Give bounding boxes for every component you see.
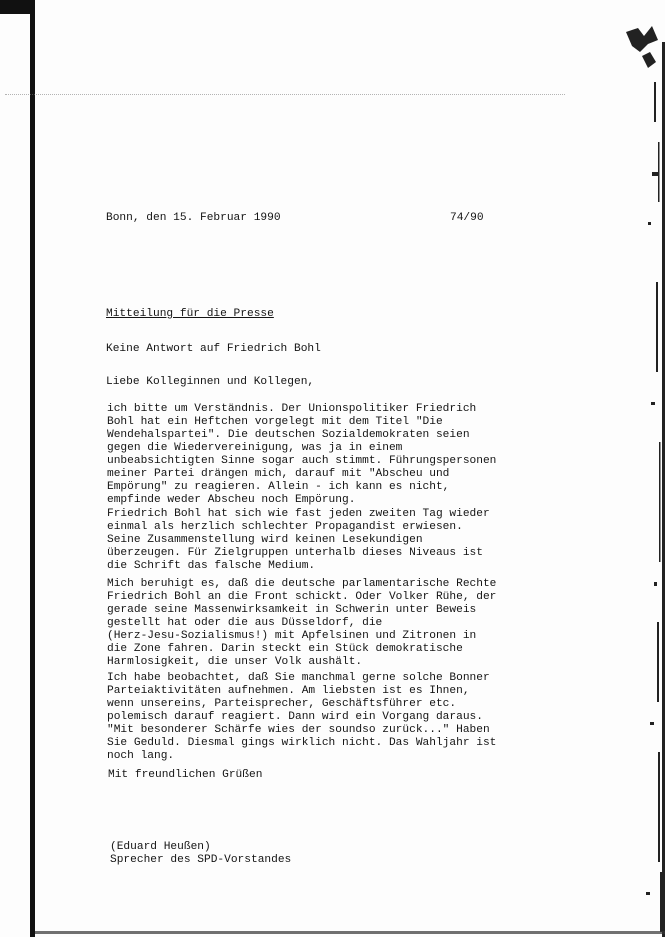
paragraph-line: Bohl hat ein Heftchen vorgelegt mit dem Titel "Die [107, 416, 443, 428]
scan-noise-right [618, 22, 665, 937]
signature-title: Sprecher des SPD-Vorstandes [110, 854, 292, 866]
paragraph-line: die Schrift das falsche Medium. [107, 560, 316, 572]
paragraph-line: Wendehalspartei". Die deutschen Sozialdemokraten seien [107, 429, 470, 441]
closing: Mit freundlichen Grüßen [108, 769, 263, 781]
scan-speck-line [5, 94, 565, 97]
paragraph-line: meiner Partei drängen mich, darauf mit "Abscheu und [107, 468, 450, 480]
press-release-heading: Mitteilung für die Presse [106, 308, 274, 320]
scan-edge-left [30, 0, 35, 937]
paragraph-line: Harmlosigkeit, die unser Volk aushält. [107, 656, 363, 668]
body-paragraph [107, 403, 537, 507]
scan-edge-bottom [35, 931, 665, 934]
subject-line: Keine Antwort auf Friedrich Bohl [106, 343, 321, 355]
paragraph-line: Empörung" zu reagieren. Allein - ich kann es nicht, [107, 481, 450, 493]
paragraph-line: einmal als herzlich schlechter Propagandist erwiesen. [107, 521, 463, 533]
paragraph-line: die Zone fahren. Darin steckt ein Stück demokratische [107, 643, 463, 655]
paragraph-line: ich bitte um Verständnis. Der Unionspolitiker Friedrich [107, 403, 477, 415]
paragraph-line: noch lang. [107, 750, 175, 762]
paragraph-line: Mich beruhigt es, daß die deutsche parlamentarische Rechte [107, 578, 497, 590]
paragraph-line: gerade seine Massenwirksamkeit in Schwerin unter Beweis [107, 604, 477, 616]
paragraph-line: "Mit besonderer Schärfe wies der soundso zurück..." Haben [107, 724, 490, 736]
paragraph-line: Friedrich Bohl an die Front schickt. Oder Volker Rühe, der [107, 591, 497, 603]
place-date: Bonn, den 15. Februar 1990 [106, 212, 281, 224]
paragraph-line: Parteiaktivitäten aufnehmen. Am liebsten ist es Ihnen, [107, 685, 470, 697]
body-paragraph [107, 508, 537, 573]
paragraph-line: (Herz-Jesu-Sozialismus!) mit Apfelsinen und Zitronen in [107, 630, 477, 642]
paragraph-line: Sie Geduld. Diesmal gings wirklich nicht. Das Wahljahr ist [107, 737, 497, 749]
body-paragraph [107, 672, 537, 763]
paragraph-line: gestellt hat oder die aus Düsseldorf, die [107, 617, 383, 629]
paragraph-line: überzeugen. Für Zielgruppen unterhalb dieses Niveaus ist [107, 547, 483, 559]
paragraph-line: gegen die Wiedervereinigung, was ja in einem [107, 442, 403, 454]
paragraph-line: Ich habe beobachtet, daß Sie manchmal gerne solche Bonner [107, 672, 490, 684]
paragraph-line: polemisch darauf reagiert. Dann wird ein Vorgang daraus. [107, 711, 483, 723]
salutation: Liebe Kolleginnen und Kollegen, [106, 376, 315, 388]
paragraph-line: Seine Zusammenstellung wird keinen Lesekundigen [107, 534, 423, 546]
paragraph-line: unbeabsichtigten Sinne sogar auch stimmt. Führungspersonen [107, 455, 497, 467]
reference-number: 74/90 [450, 212, 484, 224]
signature-name: (Eduard Heußen) [110, 841, 211, 853]
paragraph-line: Friedrich Bohl hat sich wie fast jeden zweiten Tag wieder [107, 508, 490, 520]
paragraph-line: wenn unsereins, Parteisprecher, Geschäftsführer etc. [107, 698, 457, 710]
body-paragraph [107, 578, 537, 669]
paragraph-line: empfinde weder Abscheu noch Empörung. [107, 494, 356, 506]
